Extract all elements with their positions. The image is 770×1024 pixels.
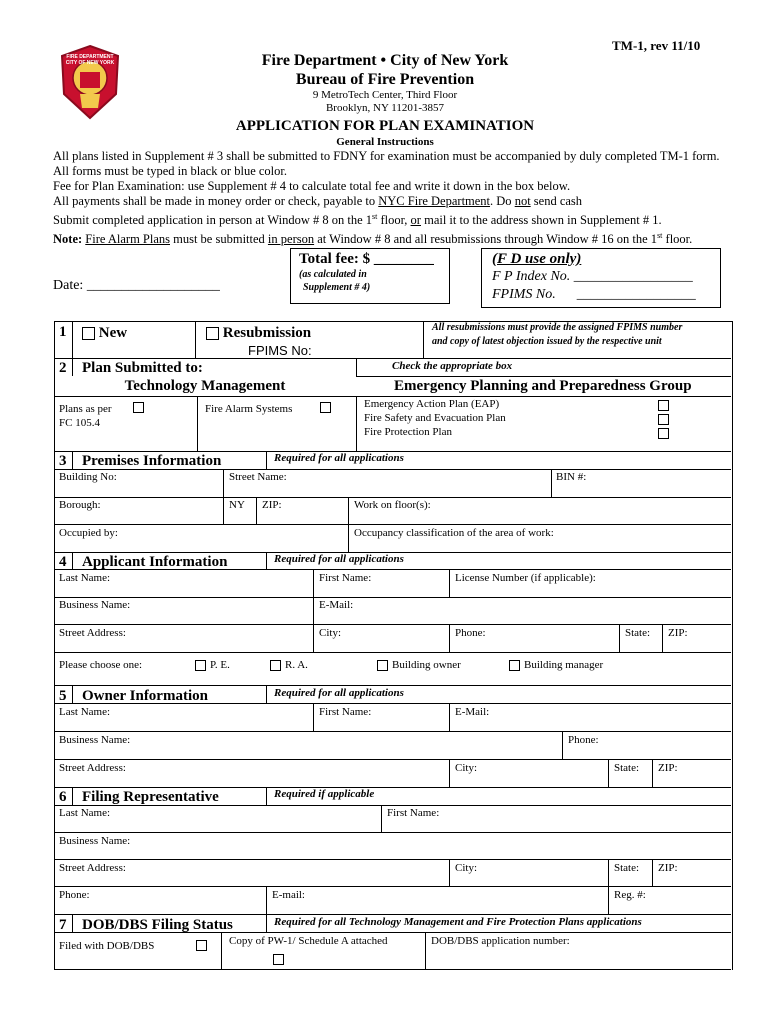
section-2-number: 2 [59, 360, 67, 376]
instruction-6-b: Fire Alarm Plans [85, 232, 170, 247]
new-label: New [98, 325, 128, 341]
divider [425, 932, 426, 969]
divider [608, 759, 609, 787]
fire-alarm-checkbox[interactable] [320, 402, 331, 413]
resubmission-label: Resubmission [222, 325, 312, 341]
divider [54, 703, 731, 704]
divider [54, 497, 731, 498]
section-1-number: 1 [59, 324, 67, 340]
resubmission-option[interactable] [206, 325, 311, 342]
divider [54, 859, 731, 860]
divider [423, 321, 424, 358]
fpims-no: FPIMS No. _________________ [492, 287, 696, 302]
rep-city[interactable]: City: [455, 862, 478, 874]
divider [72, 451, 73, 469]
applicant-first-name[interactable]: First Name: [319, 572, 372, 584]
instructions [53, 149, 720, 247]
building-manager-label: Building manager [524, 659, 604, 671]
divider [562, 731, 563, 759]
ra-option[interactable] [270, 659, 308, 671]
divider [266, 685, 267, 703]
divider [662, 624, 663, 652]
fp-index: F P Index No. _________________ [492, 269, 693, 284]
divider [54, 832, 731, 833]
section-5-title: Owner Information [82, 688, 208, 704]
instruction-4-d: not [514, 194, 531, 208]
work-floor-field[interactable]: Work on floor(s): [354, 499, 431, 511]
instruction-4-c: . Do [490, 194, 515, 208]
plans-as-per [59, 402, 112, 430]
divider [54, 524, 731, 525]
rep-last-name[interactable]: Last Name: [59, 807, 111, 819]
divider [54, 624, 731, 625]
section-3-number: 3 [59, 453, 67, 469]
building-manager-option[interactable] [509, 659, 603, 671]
pe-option[interactable] [195, 659, 230, 671]
instruction-4-a: All payments shall be made in money order or check, payable to [53, 194, 379, 208]
address-line2: Brooklyn, NY 11201-3857 [325, 102, 445, 114]
divider [72, 914, 73, 932]
applicant-email[interactable]: E-Mail: [319, 599, 354, 611]
divider [54, 685, 731, 686]
address-line1: 9 MetroTech Center, Third Floor [312, 89, 458, 101]
divider [449, 624, 450, 652]
building-owner-label: Building owner [392, 659, 461, 671]
plans-checkbox[interactable] [133, 402, 144, 413]
rep-first-name[interactable]: First Name: [387, 807, 440, 819]
owner-state[interactable]: State: [614, 762, 640, 774]
section-4-required: Required for all applications [274, 553, 404, 565]
seal-line1: FIRE DEPARTMENT [66, 54, 114, 60]
instruction-4 [53, 194, 720, 209]
filed-with-dob-label: Filed with DOB/DBS [59, 940, 155, 952]
owner-phone[interactable]: Phone: [568, 734, 599, 746]
instruction-6-a: Note: [53, 232, 86, 247]
owner-business-name[interactable]: Business Name: [59, 734, 131, 746]
section-7-required: Required for all Technology Management and Fire Protection Plans applications [274, 916, 642, 928]
owner-street[interactable]: Street Address: [59, 762, 126, 774]
page-title: APPLICATION FOR PLAN EXAMINATION [235, 118, 535, 134]
divider [449, 569, 450, 597]
instruction-6 [53, 228, 720, 247]
rep-email[interactable]: E-mail: [272, 889, 305, 901]
instruction-5-c: or [410, 213, 421, 228]
divider [381, 805, 382, 832]
section-2-title: Plan Submitted to: [82, 360, 203, 376]
rep-reg-number[interactable]: Reg. #: [614, 889, 646, 901]
please-choose-label: Please choose one: [59, 659, 143, 671]
divider [652, 859, 653, 886]
resubmission-checkbox[interactable] [206, 327, 219, 340]
resub-note1: All resubmissions must provide the assigned FPIMS number [432, 322, 683, 333]
building-manager-checkbox[interactable] [509, 660, 520, 671]
divider [313, 569, 314, 652]
divider [54, 759, 731, 760]
divider [266, 914, 267, 932]
section-4-title: Applicant Information [82, 554, 228, 570]
divider [449, 859, 450, 886]
org-line1: Fire Department • City of New York [261, 52, 509, 69]
owner-city[interactable]: City: [455, 762, 478, 774]
divider [195, 321, 196, 358]
copy-pw1-label: Copy of PW-1/ Schedule A attached [229, 935, 388, 947]
section-4-number: 4 [59, 554, 67, 570]
new-option[interactable] [82, 325, 127, 342]
street-name-field[interactable]: Street Name: [229, 471, 287, 483]
fpp-label: Fire Protection Plan [364, 426, 452, 438]
fsep-checkbox[interactable] [658, 414, 669, 425]
section-3-title: Premises Information [82, 453, 222, 469]
divider [54, 597, 731, 598]
rep-zip[interactable]: ZIP: [658, 862, 678, 874]
divider [54, 358, 731, 359]
instruction-6-e: at Window # 8 and all resubmissions through Window # 16 on the 1 [314, 232, 658, 247]
total-fee-box[interactable] [290, 248, 450, 304]
fd-use-box [481, 248, 721, 308]
instruction-5-d: mail it to the address shown in Supplement # 1. [420, 213, 662, 228]
pe-checkbox[interactable] [195, 660, 206, 671]
copy-pw1-checkbox[interactable] [273, 954, 284, 965]
owner-last-name[interactable]: Last Name: [59, 706, 111, 718]
section-6-number: 6 [59, 789, 67, 805]
applicant-street[interactable]: Street Address: [59, 627, 126, 639]
divider [54, 932, 731, 933]
owner-zip[interactable]: ZIP: [658, 762, 678, 774]
instruction-6-sup: st [657, 231, 663, 241]
fee-note1: (as calculated in [299, 269, 367, 280]
divider [266, 552, 267, 569]
date-field[interactable]: Date: ___________________ [53, 278, 220, 293]
occupied-by-field[interactable]: Occupied by: [59, 527, 118, 539]
divider [619, 624, 620, 652]
divider [54, 731, 731, 732]
applicant-phone[interactable]: Phone: [455, 627, 486, 639]
building-owner-checkbox[interactable] [377, 660, 388, 671]
divider [54, 969, 731, 970]
divider [54, 652, 731, 653]
seal-text [58, 54, 122, 66]
resub-note2: and copy of latest objection issued by the respective unit [432, 336, 662, 347]
pe-label: P. E. [210, 659, 230, 671]
fdny-seal [58, 44, 122, 120]
check-box-note: Check the appropriate box [392, 360, 513, 372]
rep-street[interactable]: Street Address: [59, 862, 126, 874]
eap-checkbox[interactable] [658, 400, 669, 411]
emergency-options [364, 397, 506, 439]
building-owner-option[interactable] [377, 659, 461, 671]
plans-as-per-1: Plans as per [59, 403, 112, 415]
instruction-1: All plans listed in Supplement # 3 shall be submitted to FDNY for examination must be accompanied by duly completed TM-1 form. [53, 149, 720, 163]
divider [72, 321, 73, 358]
divider [54, 569, 731, 570]
zip-field[interactable]: ZIP: [262, 499, 282, 511]
divider [313, 703, 314, 731]
instruction-5-a: Submit completed application in person at Window # 8 on the 1 [53, 213, 373, 228]
divider [266, 787, 267, 805]
tech-mgmt-header: Technology Management [124, 378, 286, 394]
applicant-city[interactable]: City: [319, 627, 342, 639]
divider [449, 703, 450, 731]
instruction-5-sup: st [372, 212, 378, 221]
dob-application-number[interactable]: DOB/DBS application number: [431, 935, 570, 947]
form-id: TM-1, rev 11/10 [612, 38, 701, 53]
section-5-required: Required for all applications [274, 687, 404, 699]
emergency-planning-header: Emergency Planning and Preparedness Group [394, 378, 692, 394]
fpp-checkbox[interactable] [658, 428, 669, 439]
instruction-5 [53, 209, 720, 228]
rep-business-name[interactable]: Business Name: [59, 835, 131, 847]
borough-field[interactable]: Borough: [59, 499, 101, 511]
divider [72, 358, 73, 376]
instruction-3: Fee for Plan Examination: use Supplement # 4 to calculate total fee and write it down in the box below. [53, 179, 571, 193]
divider [72, 685, 73, 703]
ra-label: R. A. [285, 659, 308, 671]
applicant-state[interactable]: State: [625, 627, 651, 639]
owner-email[interactable]: E-Mail: [455, 706, 490, 718]
instruction-6-c: must be submitted [170, 232, 268, 247]
filed-with-dob-checkbox[interactable] [196, 940, 207, 951]
instruction-2: All forms must be typed in black or blue color. [53, 164, 287, 178]
divider [356, 396, 357, 451]
divider [551, 469, 552, 497]
org-line2: Bureau of Fire Prevention [295, 71, 475, 88]
divider [72, 552, 73, 569]
divider [652, 759, 653, 787]
fsep-label: Fire Safety and Evacuation Plan [364, 412, 506, 424]
fire-alarm-label: Fire Alarm Systems [205, 403, 293, 415]
divider [54, 886, 731, 887]
applicant-last-name[interactable]: Last Name: [59, 572, 111, 584]
section-6-required: Required if applicable [274, 788, 375, 800]
owner-first-name[interactable]: First Name: [319, 706, 372, 718]
divider [256, 497, 257, 524]
eap-label: Emergency Action Plan (EAP) [364, 398, 500, 410]
instruction-4-e: send cash [530, 194, 583, 208]
instruction-4-b: NYC Fire Department [378, 194, 491, 208]
section-7-number: 7 [59, 917, 67, 933]
ra-checkbox[interactable] [270, 660, 281, 671]
divider [197, 396, 198, 451]
divider [54, 787, 731, 788]
rep-phone[interactable]: Phone: [59, 889, 90, 901]
divider [72, 787, 73, 805]
divider [54, 469, 731, 470]
occupancy-class-field[interactable]: Occupancy classification of the area of work: [354, 527, 554, 539]
fee-note2: Supplement # 4) [303, 282, 371, 293]
instruction-5-b: floor, [377, 213, 411, 228]
fpims-field[interactable]: FPIMS No: [248, 343, 312, 358]
applicant-business-name[interactable]: Business Name: [59, 599, 131, 611]
section-5-number: 5 [59, 688, 67, 704]
divider [356, 376, 731, 377]
section-3-required: Required for all applications [274, 452, 404, 464]
state-ny: NY [229, 499, 245, 511]
bin-field[interactable]: BIN #: [556, 471, 587, 483]
applicant-zip[interactable]: ZIP: [668, 627, 688, 639]
plans-as-per-2: FC 105.4 [59, 417, 100, 429]
divider [54, 805, 731, 806]
divider [449, 759, 450, 787]
new-checkbox[interactable] [82, 327, 95, 340]
applicant-license[interactable]: License Number (if applicable): [455, 572, 596, 584]
instruction-6-d: in person [267, 232, 315, 247]
instruction-6-f: floor. [662, 232, 693, 247]
divider [356, 358, 357, 376]
rep-state[interactable]: State: [614, 862, 640, 874]
seal-line2: CITY OF NEW YORK [65, 60, 115, 66]
building-no-field[interactable]: Building No: [59, 471, 117, 483]
divider [266, 451, 267, 469]
divider [54, 914, 731, 915]
page-subtitle: General Instructions [336, 136, 434, 148]
divider [266, 886, 267, 914]
section-7-title: DOB/DBS Filing Status [82, 917, 233, 933]
total-fee-label: Total fee: $ ________ [299, 251, 434, 267]
fd-use-title: (F D use only) [492, 251, 582, 267]
section-6-title: Filing Representative [82, 789, 219, 805]
divider [221, 932, 222, 969]
